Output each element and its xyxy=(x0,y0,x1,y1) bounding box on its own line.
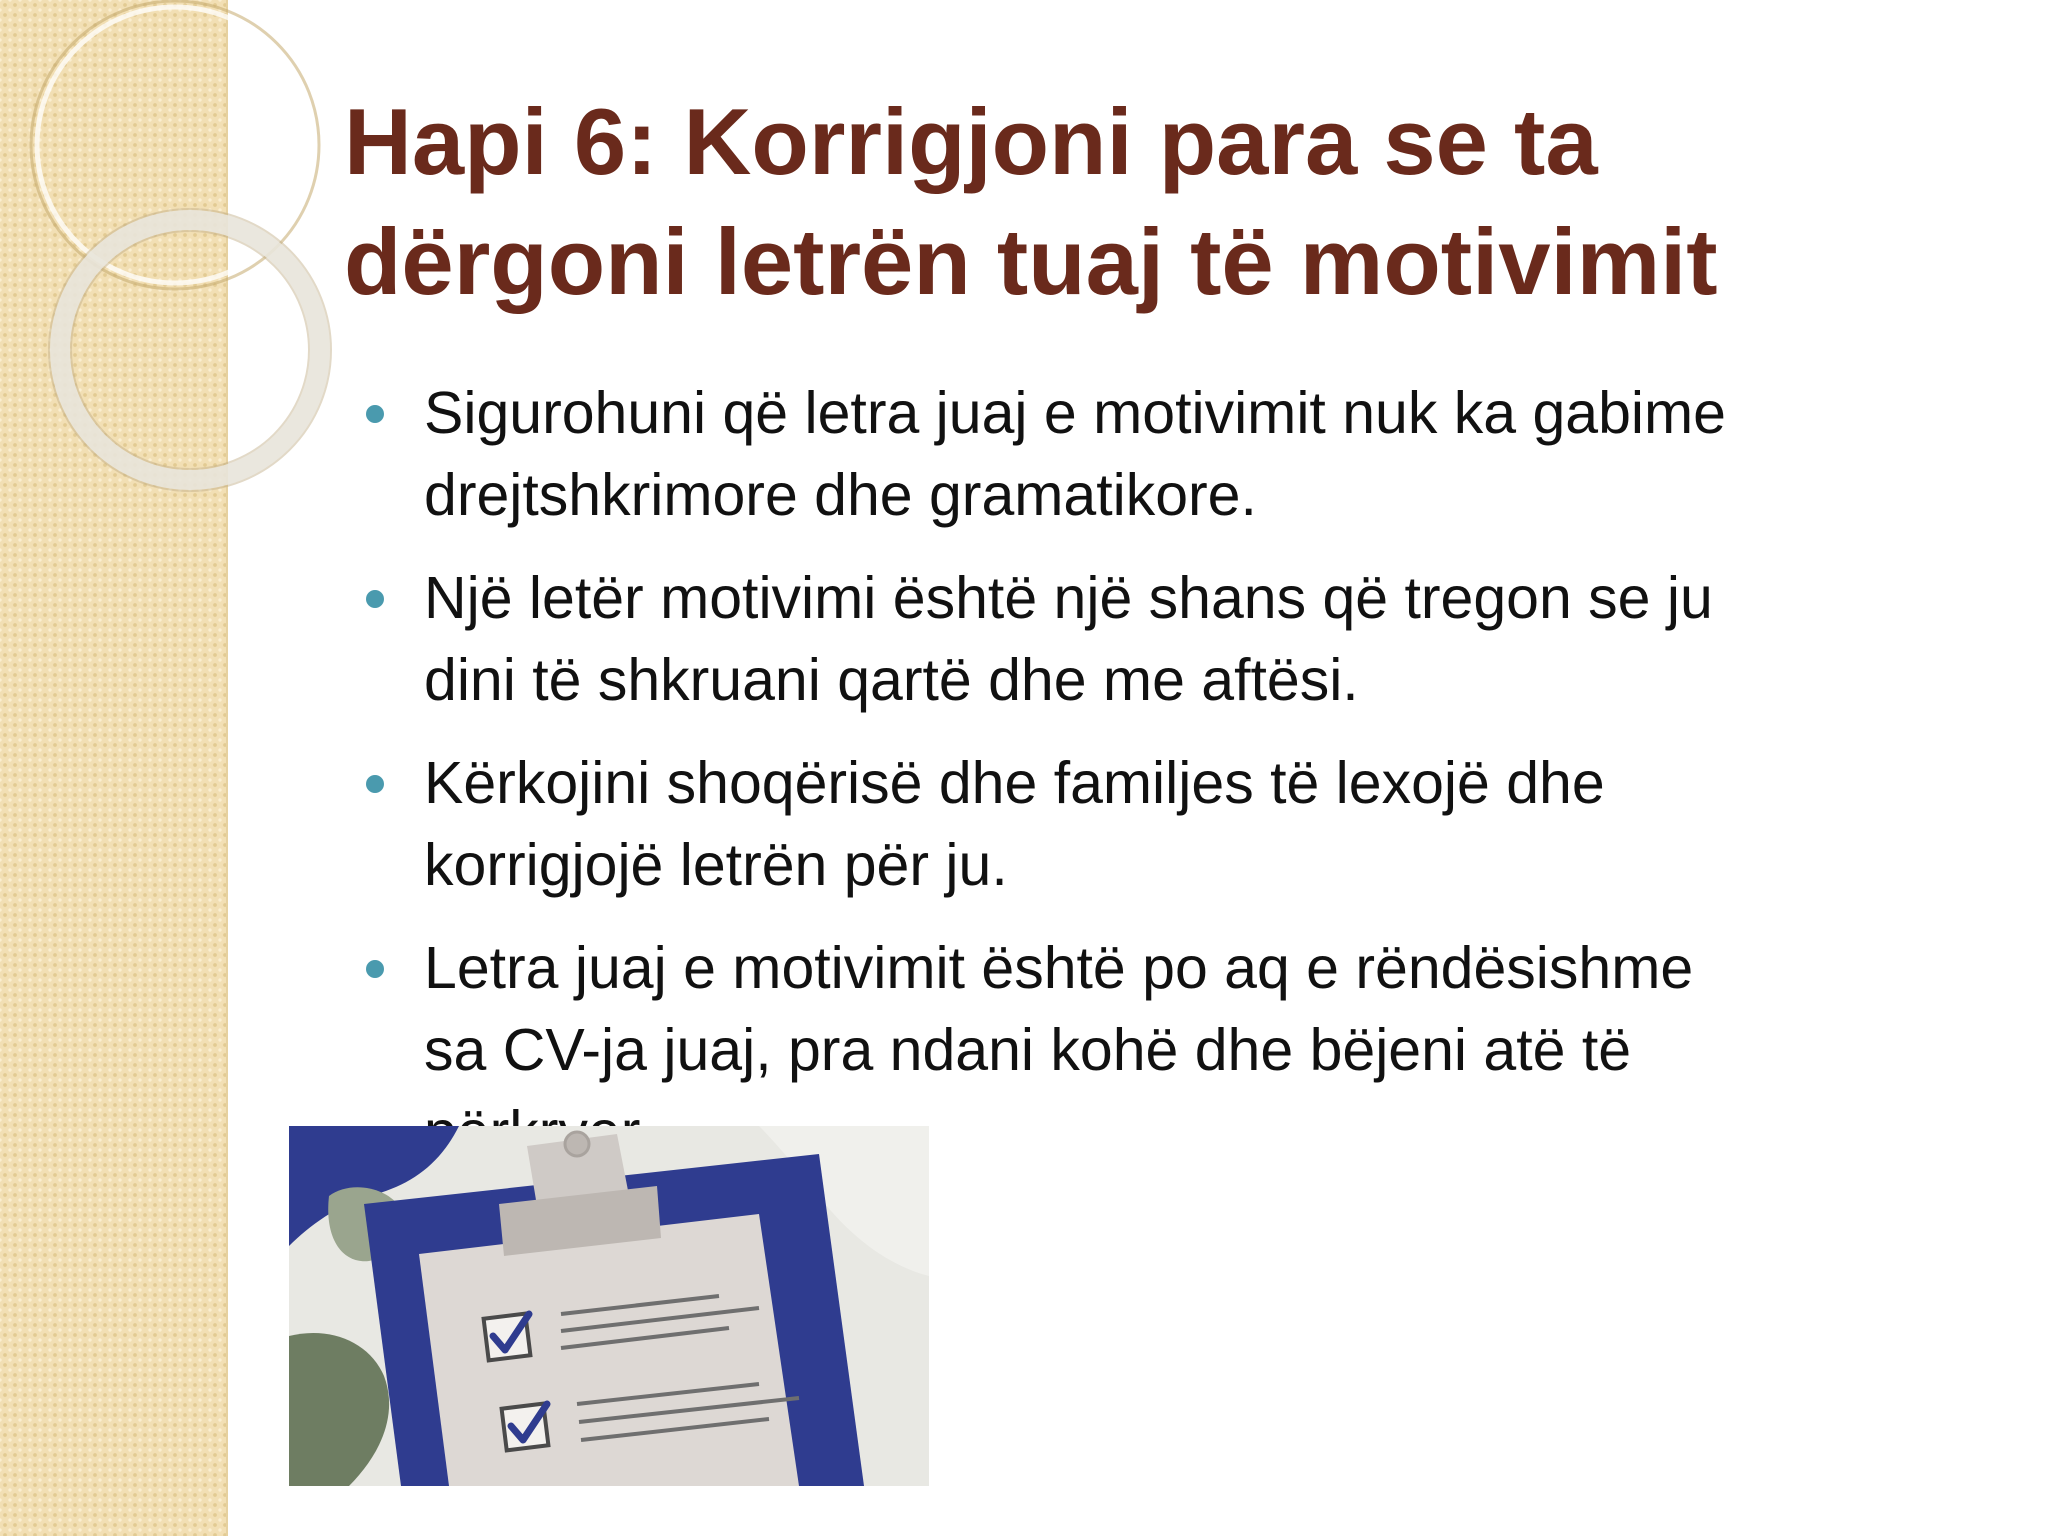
bullet-dot-icon xyxy=(366,405,384,423)
bullet-item xyxy=(358,372,1998,536)
slide-title xyxy=(344,82,1964,322)
slide-title-line-1: Hapi 6: Korrigjoni para se ta xyxy=(344,89,1598,194)
bullet-list xyxy=(358,372,1998,1122)
bullet-text-line: Kërkojini shoqërisë dhe familjes të lexojë dhe xyxy=(424,750,1605,816)
bullet-text-line: drejtshkrimore dhe gramatikore. xyxy=(424,462,1257,528)
bullet-text-line: korrigjojë letrën për ju. xyxy=(424,832,1008,898)
bullet-dot-icon xyxy=(366,775,384,793)
bullet-dot-icon xyxy=(366,590,384,608)
bullet-text-line: dini të shkruani qartë dhe me aftësi. xyxy=(424,647,1359,713)
bullet-item xyxy=(358,742,1998,906)
bullet-dot-icon xyxy=(366,960,384,978)
clipboard-checklist-image xyxy=(289,1126,929,1486)
bullet-item xyxy=(358,557,1998,721)
bullet-text-line: Një letër motivimi është një shans që tregon se ju xyxy=(424,565,1713,631)
bullet-text-line: sa CV-ja juaj, pra ndani kohë dhe bëjeni atë të xyxy=(424,1017,1632,1083)
clipboard-checklist-icon xyxy=(289,1126,929,1486)
decorative-rings xyxy=(0,0,260,520)
bullet-text-line: Letra juaj e motivimit është po aq e rëndësishme xyxy=(424,935,1694,1001)
slide-title-line-2: dërgoni letrën tuaj të motivimit xyxy=(344,209,1718,314)
bullet-text-line: Sigurohuni që letra juaj e motivimit nuk ka gabime xyxy=(424,380,1726,446)
